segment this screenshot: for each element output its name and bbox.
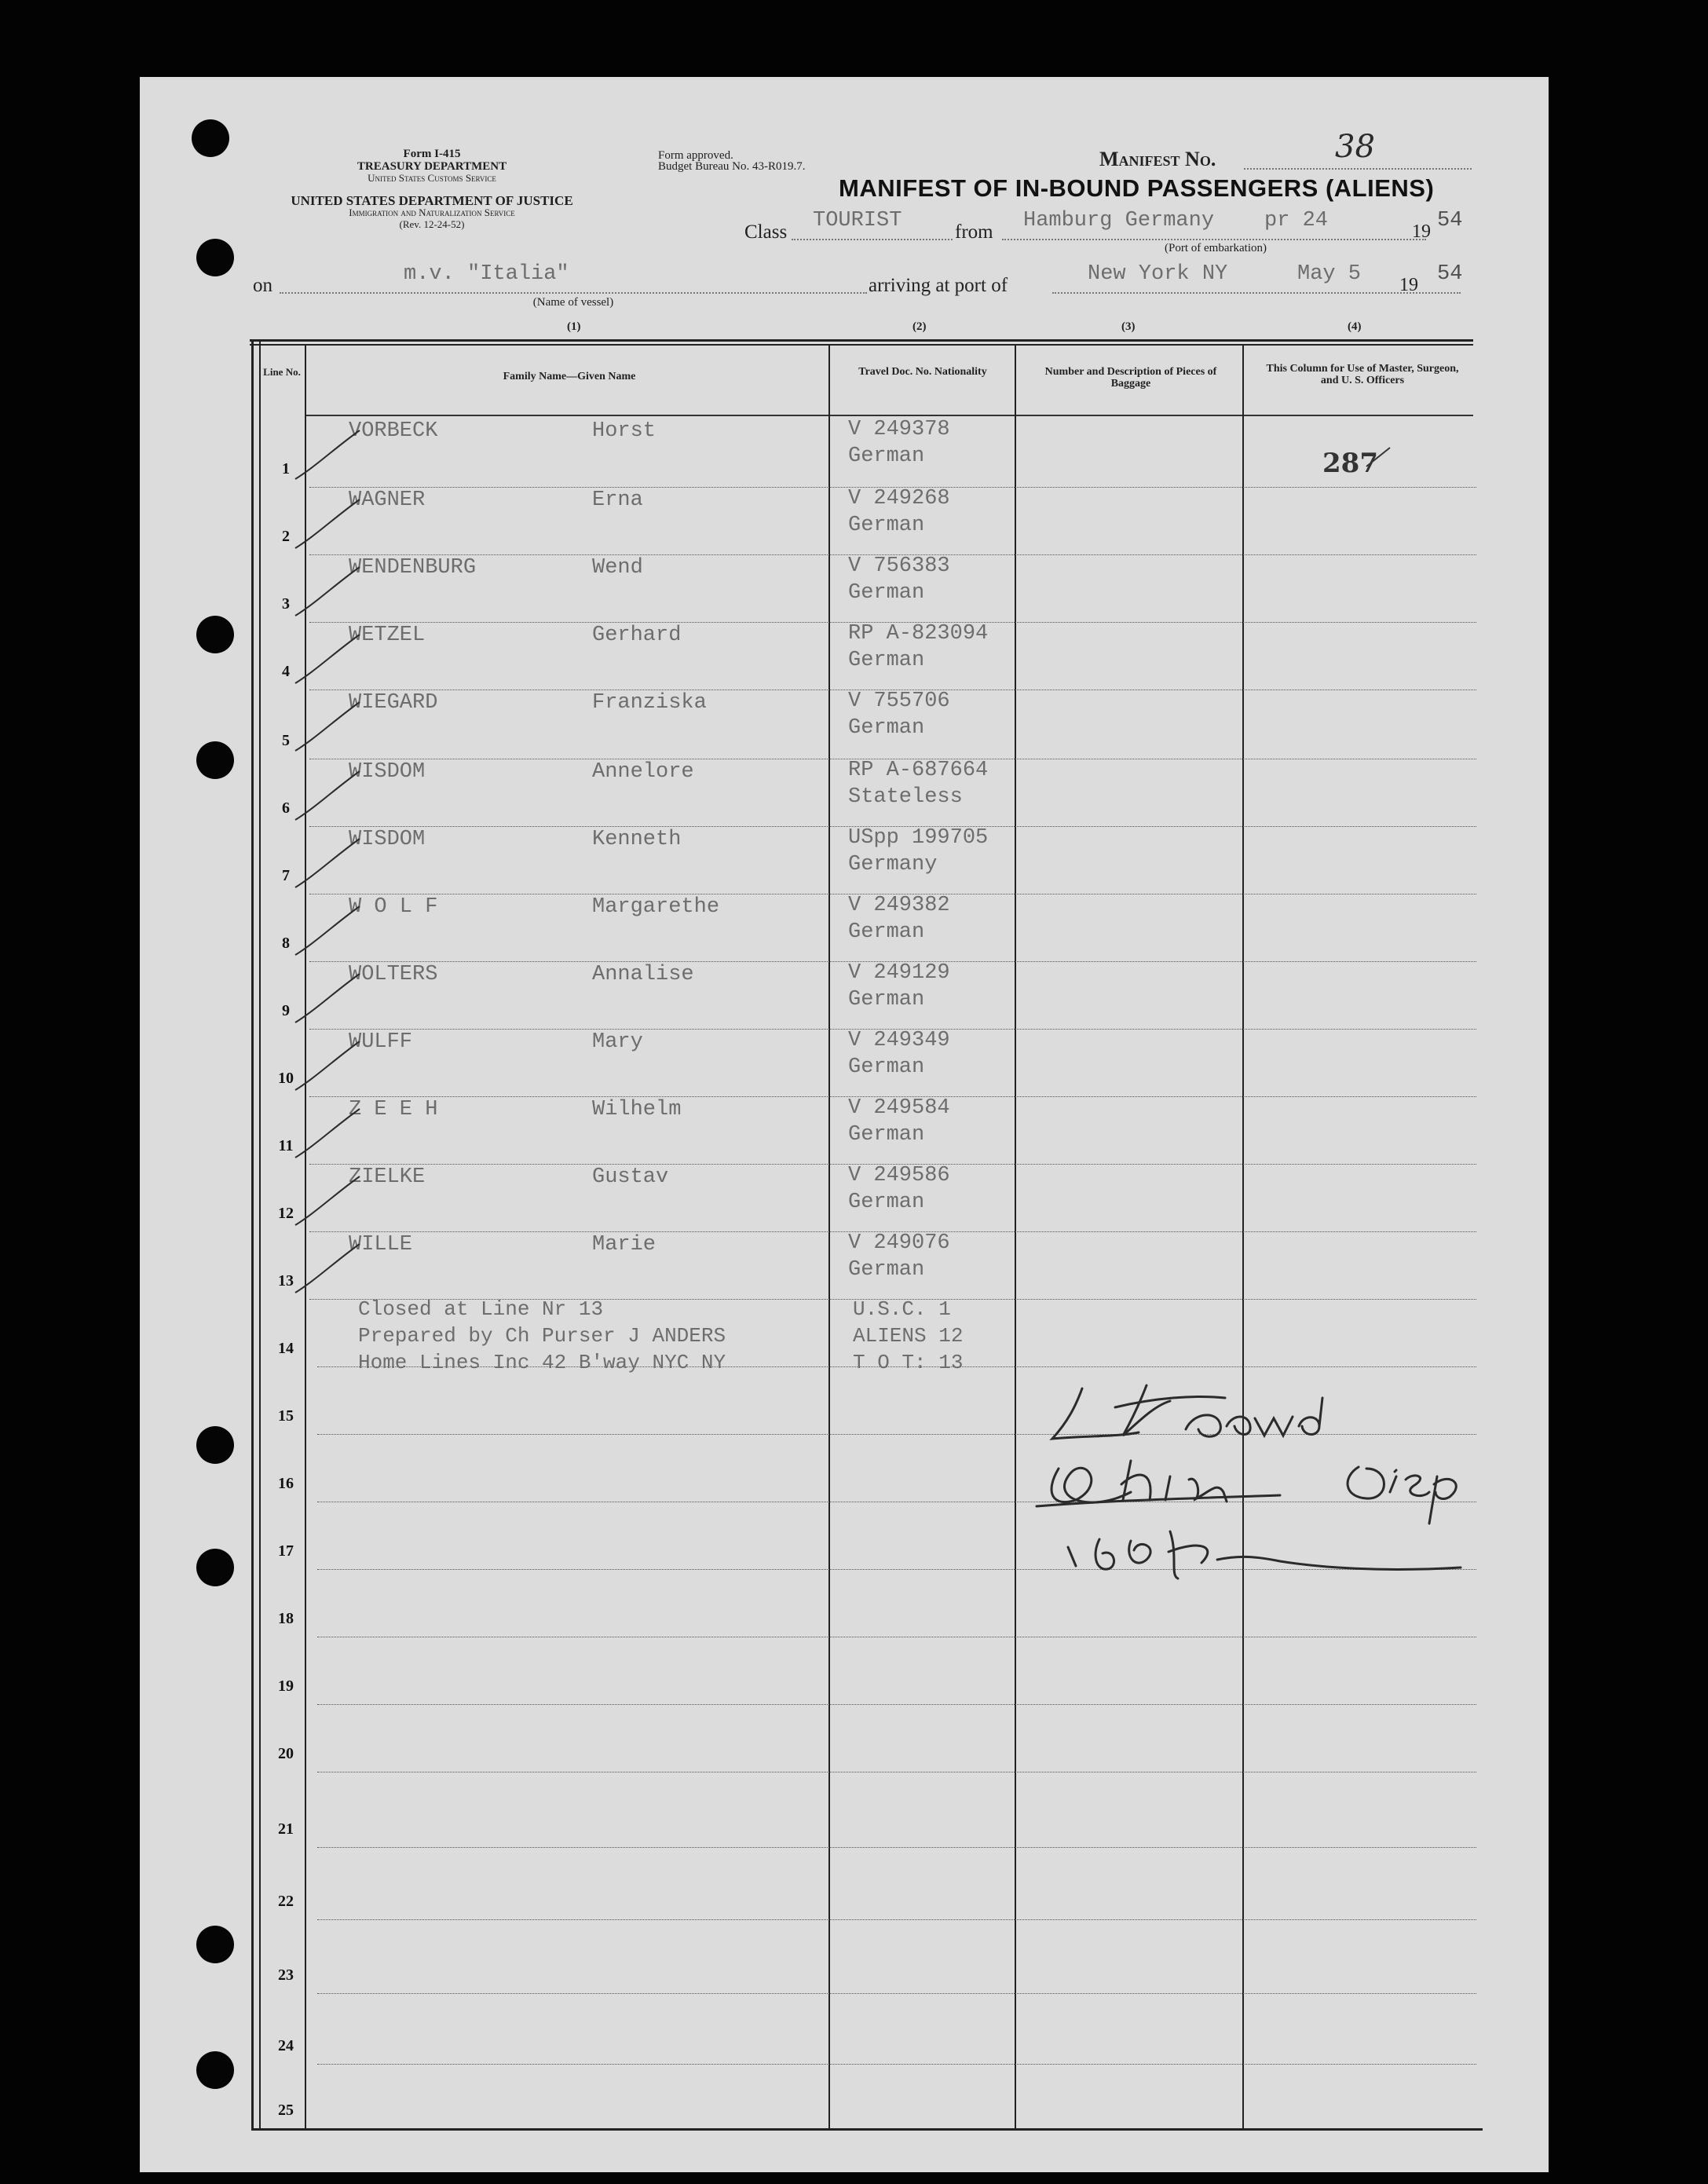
punch-hole — [196, 239, 234, 276]
officer-entry: 287 — [1322, 448, 1378, 479]
nationality: German — [848, 581, 925, 605]
line-number: 6 — [282, 799, 290, 817]
line-number: 14 — [278, 1340, 294, 1357]
line-number: 7 — [282, 867, 290, 884]
dept-ins: Immigration and Naturalization Service — [349, 207, 515, 218]
dept-customs: United States Customs Service — [368, 172, 496, 184]
travel-doc-number: V 249586 — [848, 1164, 950, 1187]
nationality: Stateless — [848, 785, 963, 809]
col-header-name: Family Name—Given Name — [503, 371, 636, 382]
year-2: 54 — [1437, 262, 1463, 286]
col-divider-4 — [1242, 344, 1244, 2130]
row-separator — [317, 1704, 1476, 1705]
nationality: German — [848, 649, 925, 672]
punch-hole — [192, 119, 229, 157]
line-number: 17 — [278, 1542, 294, 1560]
form-approved: Form approved. — [658, 149, 733, 162]
col-divider-2 — [828, 344, 830, 2130]
given-name: Erna — [592, 488, 643, 512]
travel-doc-number: V 249349 — [848, 1029, 950, 1052]
punch-hole — [196, 1426, 234, 1464]
given-name: Mary — [592, 1030, 643, 1054]
nationality: German — [848, 514, 925, 537]
arriving-label: arriving at port of — [869, 275, 1008, 296]
travel-doc-number: RP A-687664 — [848, 759, 989, 782]
travel-doc-number: V 249378 — [848, 418, 950, 441]
line-number: 3 — [282, 595, 290, 613]
family-name: WETZEL — [349, 624, 426, 647]
closing-line-2: Prepared by Ch Purser J ANDERS — [358, 1324, 726, 1348]
manifest-no-label: Manifest No. — [1099, 148, 1216, 170]
given-name: Kenneth — [592, 828, 682, 851]
line-number: 20 — [278, 1745, 294, 1762]
family-name: WISDOM — [349, 828, 426, 851]
class-value: TOURIST — [813, 209, 902, 232]
table-top-border — [250, 339, 1473, 342]
family-name: ZIELKE — [349, 1165, 426, 1189]
manifest-no-line — [1244, 168, 1472, 170]
row-separator — [317, 2064, 1476, 2065]
travel-doc-number: V 249076 — [848, 1231, 950, 1255]
table-top-border-2 — [250, 344, 1473, 346]
given-name: Gustav — [592, 1165, 669, 1189]
manifest-no-value: 38 — [1335, 129, 1375, 165]
line-number: 24 — [278, 2037, 294, 2054]
line-number: 8 — [282, 935, 290, 952]
vessel-caption: (Name of vessel) — [532, 296, 614, 309]
family-name: WISDOM — [349, 760, 426, 784]
total-usc: U.S.C. 1 — [853, 1297, 951, 1321]
check-mark-icon — [292, 1106, 363, 1161]
line-number: 2 — [282, 528, 290, 545]
check-mark-icon — [292, 1241, 363, 1296]
check-mark-icon — [292, 768, 363, 823]
line-number: 18 — [278, 1610, 294, 1627]
given-name: Franziska — [592, 691, 707, 715]
line-number: 10 — [278, 1070, 294, 1087]
given-name: Wilhelm — [592, 1098, 682, 1121]
manifest-title: MANIFEST OF IN-BOUND PASSENGERS (ALIENS) — [839, 174, 1435, 202]
given-name: Annalise — [592, 963, 694, 986]
col-num-1: (1) — [567, 320, 581, 333]
table-header-bottom — [306, 415, 1473, 416]
nationality: German — [848, 1123, 925, 1147]
family-name: WIEGARD — [349, 691, 438, 715]
line-number: 22 — [278, 1893, 294, 1910]
departure-date: pr 24 — [1264, 209, 1329, 232]
family-name: WAGNER — [349, 488, 426, 512]
form-number: Form I-415 — [403, 148, 461, 160]
col-header-line-no: Line No. — [263, 366, 301, 378]
year-1: 54 — [1437, 209, 1463, 232]
nationality: German — [848, 920, 925, 944]
punch-hole — [196, 616, 234, 653]
nationality: German — [848, 716, 925, 740]
officer-number-mark — [1319, 443, 1406, 482]
year-prefix-1: 19 — [1412, 221, 1431, 242]
total-tot: T O T: 13 — [853, 1351, 964, 1374]
row-separator — [317, 1919, 1476, 1920]
budget-bureau: Budget Bureau No. 43-R019.7. — [658, 160, 806, 173]
punch-hole — [196, 2051, 234, 2089]
arrival-port: New York NY — [1088, 262, 1228, 286]
line-number: 25 — [278, 2102, 294, 2119]
col-num-4: (4) — [1348, 320, 1362, 333]
family-name: Z E E H — [349, 1098, 438, 1121]
check-mark-icon — [292, 903, 363, 958]
travel-doc-number: V 249382 — [848, 894, 950, 917]
given-name: Margarethe — [592, 895, 720, 919]
nationality: German — [848, 1055, 925, 1079]
line-number: 16 — [278, 1475, 294, 1492]
given-name: Annelore — [592, 760, 694, 784]
officer-signatures — [1021, 1374, 1523, 1602]
given-name: Wend — [592, 556, 643, 580]
class-label: Class — [744, 221, 788, 243]
line-number: 23 — [278, 1966, 294, 1984]
row-separator — [317, 1847, 1476, 1848]
family-name: W O L F — [349, 895, 438, 919]
table-left-border-2 — [259, 339, 261, 2130]
on-label: on — [253, 275, 272, 296]
col-header-travel-doc: Travel Doc. No. Nationality — [858, 366, 987, 378]
line-number: 21 — [278, 1820, 294, 1838]
col-divider-3 — [1015, 344, 1016, 2130]
travel-doc-number: V 755706 — [848, 690, 950, 713]
check-mark-icon — [292, 564, 363, 619]
table-left-border — [251, 339, 254, 2130]
from-label: from — [955, 221, 993, 243]
line-number: 4 — [282, 663, 290, 680]
nationality: German — [848, 1191, 925, 1214]
given-name: Gerhard — [592, 624, 682, 647]
check-mark-icon — [292, 836, 363, 891]
nationality: German — [848, 988, 925, 1012]
form-revision: (Rev. 12-24-52) — [399, 218, 465, 230]
check-mark-icon — [292, 631, 363, 686]
check-mark-icon — [292, 1038, 363, 1093]
punch-hole — [196, 1549, 234, 1586]
family-name: VORBECK — [349, 419, 438, 443]
total-aliens: ALIENS 12 — [853, 1324, 964, 1348]
dept-justice: UNITED STATES DEPARTMENT OF JUSTICE — [291, 193, 573, 208]
year-prefix-2: 19 — [1399, 275, 1418, 295]
col-header-baggage: Number and Description of Pieces of Baggage — [1044, 366, 1217, 390]
family-name: WULFF — [349, 1030, 413, 1054]
given-name: Horst — [592, 419, 657, 443]
travel-doc-number: RP A-823094 — [848, 622, 989, 646]
row-separator — [317, 1993, 1476, 1994]
travel-doc-number: V 249129 — [848, 961, 950, 985]
nationality: German — [848, 1258, 925, 1282]
nationality: Germany — [848, 853, 938, 876]
line-number: 11 — [278, 1137, 294, 1154]
closing-line-1: Closed at Line Nr 13 — [358, 1297, 604, 1321]
check-mark-icon — [292, 427, 363, 482]
travel-doc-number: V 249268 — [848, 487, 950, 510]
port-embark-caption: (Port of embarkation) — [1165, 242, 1267, 254]
nationality: German — [848, 444, 925, 468]
col-num-3: (3) — [1121, 320, 1136, 333]
from-line — [1002, 239, 1426, 240]
line-number: 12 — [278, 1205, 294, 1222]
col-header-officers: This Column for Use of Master, Surgeon, and U. S. Officers — [1266, 363, 1459, 386]
class-line — [792, 239, 953, 240]
vessel-line — [280, 292, 867, 294]
from-value: Hamburg Germany — [1023, 209, 1215, 232]
punch-hole — [196, 741, 234, 779]
line-number: 5 — [282, 732, 290, 749]
line-number: 1 — [282, 460, 290, 477]
family-name: WENDENBURG — [349, 556, 477, 580]
family-name: WOLTERS — [349, 963, 438, 986]
family-name: WILLE — [349, 1233, 413, 1257]
check-mark-icon — [292, 971, 363, 1026]
check-mark-icon — [292, 699, 363, 754]
line-number: 9 — [282, 1002, 290, 1019]
arrival-date: May 5 — [1297, 262, 1362, 286]
travel-doc-number: V 756383 — [848, 554, 950, 578]
dept-treasury: TREASURY DEPARTMENT — [357, 160, 507, 173]
line-number: 19 — [278, 1677, 294, 1695]
travel-doc-number: USpp 199705 — [848, 826, 989, 850]
check-mark-icon — [292, 1173, 363, 1228]
punch-hole — [196, 1926, 234, 1963]
closing-line-3: Home Lines Inc 42 B'way NYC NY — [358, 1351, 726, 1374]
line-number: 13 — [278, 1272, 294, 1290]
vessel-value: m.v. "Italia" — [404, 262, 569, 286]
table-bottom-border — [251, 2128, 1483, 2131]
line-number: 15 — [278, 1407, 294, 1425]
check-mark-icon — [292, 496, 363, 551]
col-num-2: (2) — [913, 320, 927, 333]
given-name: Marie — [592, 1233, 657, 1257]
travel-doc-number: V 249584 — [848, 1096, 950, 1120]
